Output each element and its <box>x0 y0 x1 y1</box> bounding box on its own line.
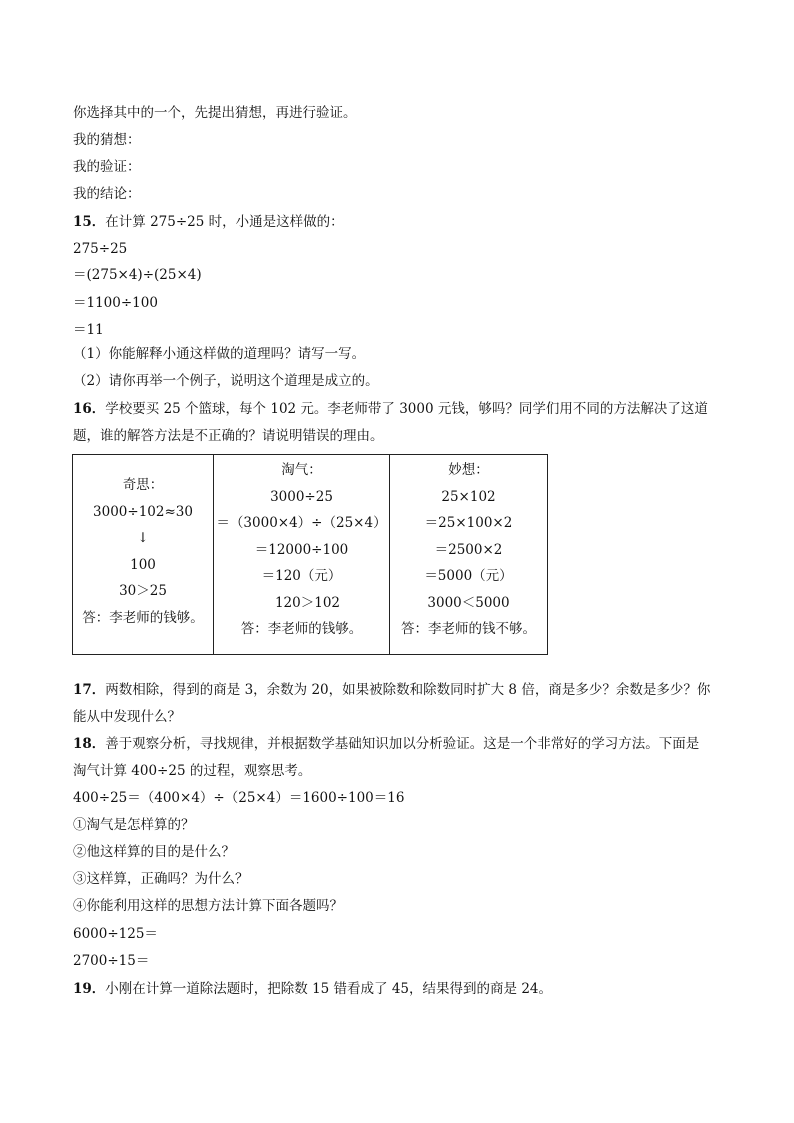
intro-line: 你选择其中的一个，先提出猜想，再进行验证。 <box>73 105 357 121</box>
miaoxiang-step: ＝5000（元） <box>424 568 513 584</box>
q17-question-line2: 能从中发现什么？ <box>73 709 181 725</box>
q18-item: ②他这样算的目的是什么？ <box>73 844 235 860</box>
qisi-step: 3000÷102≈30 <box>93 503 193 520</box>
qisi-step: 30＞25 <box>119 583 167 599</box>
q15-sub1: （1）你能解释小通这样做的道理吗？请写一写。 <box>73 346 366 362</box>
q15-question <box>73 213 344 231</box>
miaoxiang-name: 妙想： <box>448 462 489 478</box>
miaoxiang-step: 25×102 <box>441 488 496 505</box>
q15-step: ＝1100÷100 <box>73 295 158 311</box>
q16-text: 学校要买 25 个篮球，每个 102 元。李老师带了 3000 元钱，够吗？同学们用不同的方法解决了这道 <box>105 401 708 417</box>
q16-question-line2: 题，谁的解答方法是不正确的？请说明错误的理由。 <box>73 428 384 444</box>
q15-step: 275÷25 <box>73 241 128 257</box>
q18-question-line2: 淘气计算 400÷25 的过程，观察思考。 <box>73 763 312 779</box>
q19-question <box>73 980 552 998</box>
q18-exercise: 2700÷15＝ <box>73 953 150 969</box>
my-conclusion-label: 我的结论： <box>73 186 141 202</box>
miaoxiang-cell <box>390 455 548 655</box>
taoqi-step: 120＞102 <box>274 594 341 611</box>
qisi-cell <box>73 455 214 655</box>
q18-item: ④你能利用这样的思想方法计算下面各题吗？ <box>73 898 343 914</box>
q19-number: 19． <box>73 981 106 997</box>
q18-exercise: 6000÷125＝ <box>73 926 158 942</box>
q15-text: 在计算 275÷25 时，小通是这样做的： <box>105 214 344 230</box>
q19-text: 小刚在计算一道除法题时，把除数 15 错看成了 45，结果得到的商是 24。 <box>105 981 552 997</box>
q15-step: ＝(275×4)÷(25×4) <box>73 267 202 283</box>
taoqi-step: 3000÷25 <box>270 488 333 505</box>
q18-calculation: 400÷25＝（400×4）÷（25×4）＝1600÷100＝16 <box>73 790 405 806</box>
miaoxiang-answer: 答：李老师的钱不够。 <box>401 621 536 637</box>
taoqi-answer: 答：李老师的钱够。 <box>240 621 363 637</box>
q16-number: 16． <box>73 401 106 417</box>
q15-sub2: （2）请你再举一个例子，说明这个道理是成立的。 <box>73 373 379 389</box>
q18-item: ①淘气是怎样算的？ <box>73 817 195 833</box>
qisi-answer: 答：李老师的钱够。 <box>82 609 204 626</box>
q17-question-line1 <box>73 681 710 699</box>
my-verify-label: 我的验证： <box>73 159 141 175</box>
taoqi-cell <box>214 455 390 655</box>
miaoxiang-step: ＝2500×2 <box>434 541 503 558</box>
taoqi-step: ＝（3000×4）÷（25×4） <box>216 515 387 531</box>
q16-question-line1 <box>73 400 708 418</box>
qisi-name: 奇思： <box>122 477 164 493</box>
q16-solutions-table <box>72 454 548 655</box>
q18-question-line1 <box>73 735 699 753</box>
taoqi-name: 淘气： <box>281 462 322 478</box>
my-guess-label: 我的猜想： <box>73 132 141 148</box>
q15-step: ＝11 <box>73 322 104 338</box>
miaoxiang-step: 3000＜5000 <box>427 594 510 611</box>
q18-number: 18． <box>73 736 106 752</box>
taoqi-step: ＝12000÷100 <box>254 541 349 558</box>
taoqi-step: ＝120（元） <box>261 568 342 584</box>
q17-number: 17． <box>73 682 106 698</box>
qisi-step: 100 <box>130 556 156 573</box>
q15-number: 15． <box>73 214 106 230</box>
miaoxiang-step: ＝25×100×2 <box>424 515 513 531</box>
q18-text: 善于观察分析，寻找规律，并根据数学基础知识加以分析验证。这是一个非常好的学习方法。下面是 <box>105 736 700 752</box>
q18-item: ③这样算，正确吗？为什么？ <box>73 871 249 887</box>
qisi-arrow: ↓ <box>137 530 149 546</box>
q17-text: 两数相除，得到的商是 3，余数为 20，如果被除数和除数同时扩大 8 倍，商是多少？余数是多少？你 <box>105 682 711 698</box>
